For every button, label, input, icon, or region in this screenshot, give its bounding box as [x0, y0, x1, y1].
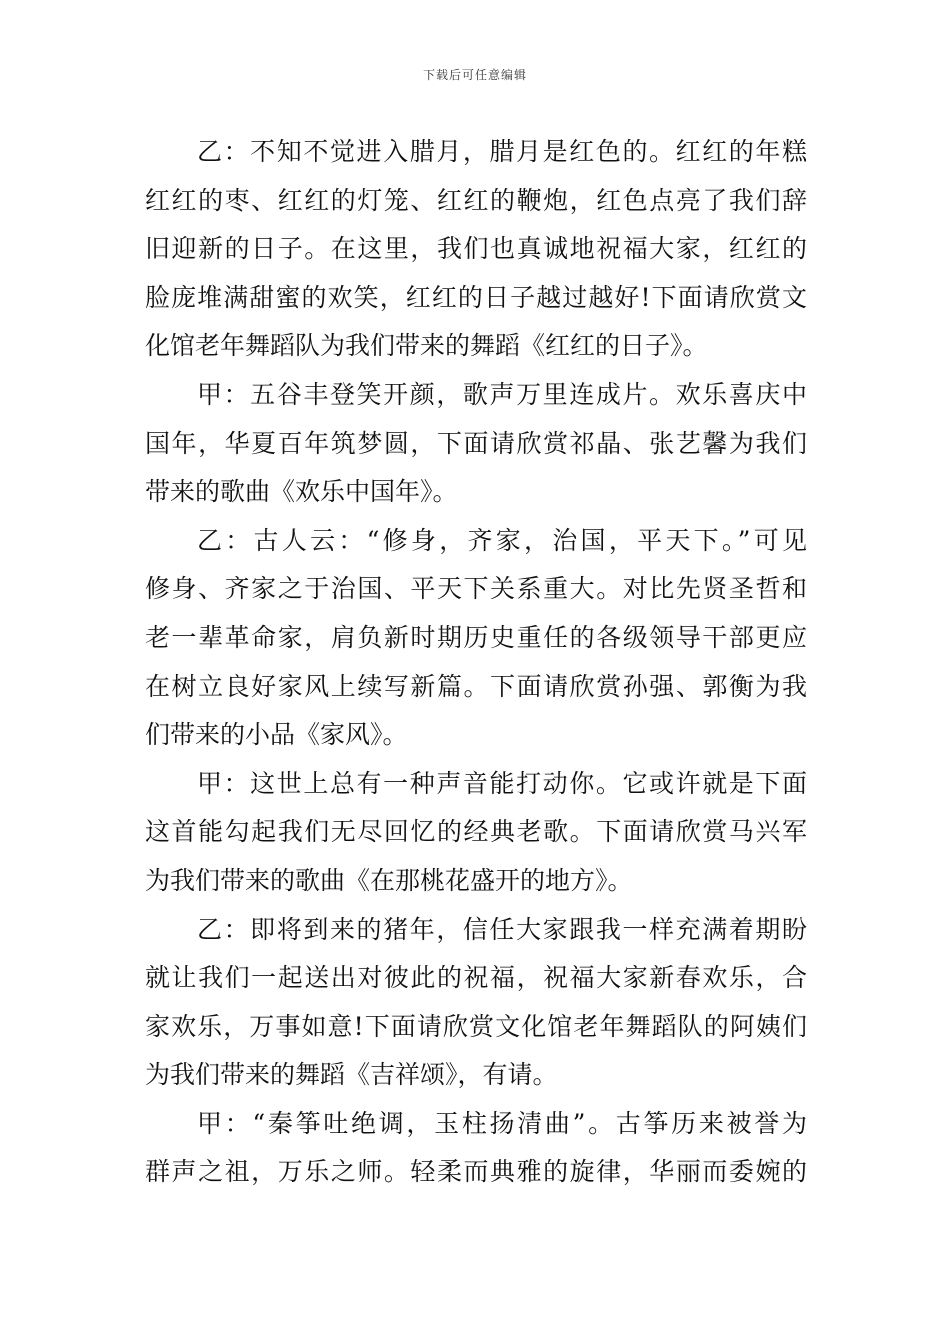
- text-line: 乙：即将到来的猪年，信任大家跟我一样充满着期盼: [197, 914, 807, 944]
- text-line: 甲：“秦筝吐绝调，玉柱扬清曲”。古筝历来被誉为: [197, 1108, 807, 1138]
- text-line: 红红的枣、红红的灯笼、红红的鞭炮，红色点亮了我们辞: [145, 185, 807, 215]
- text-line: 甲：这世上总有一种声音能打动你。它或许就是下面: [197, 768, 807, 798]
- text-line: 群声之祖，万乐之师。轻柔而典雅的旋律，华丽而委婉的: [145, 1157, 807, 1187]
- text-line: 乙：不知不觉进入腊月，腊月是红色的。红红的年糕: [197, 137, 807, 166]
- text-line: 旧迎新的日子。在这里，我们也真诚地祝福大家，红红的: [145, 234, 807, 264]
- page-header: 下载后可任意编辑: [422, 68, 527, 82]
- document-body: [145, 128, 807, 1197]
- text-line: 带来的歌曲《欢乐中国年》。: [145, 477, 458, 507]
- text-line: 家欢乐，万事如意!下面请欣赏文化馆老年舞蹈队的阿姨们: [145, 1011, 807, 1041]
- text-line: 乙：古人云：“修身，齐家，治国，平天下。”可见: [197, 525, 807, 555]
- text-line: 在树立良好家风上续写新篇。下面请欣赏孙强、郭衡为我: [145, 671, 807, 701]
- text-line: 们带来的小品《家风》。: [145, 720, 408, 750]
- text-line: 甲：五谷丰登笑开颜，歌声万里连成片。欢乐喜庆中: [197, 379, 807, 409]
- text-line: 化馆老年舞蹈队为我们带来的舞蹈《红红的日子》。: [145, 331, 708, 361]
- text-line: 脸庞堆满甜蜜的欢笑，红红的日子越过越好!下面请欣赏文: [145, 282, 807, 312]
- text-line: 国年，华夏百年筑梦圆，下面请欣赏祁晶、张艺馨为我们: [145, 428, 807, 458]
- text-line: 修身、齐家之于治国、平天下关系重大。对比先贤圣哲和: [145, 574, 807, 604]
- text-line: 老一辈革命家，肩负新时期历史重任的各级领导干部更应: [145, 622, 807, 652]
- text-line: 这首能勾起我们无尽回忆的经典老歌。下面请欣赏马兴军: [145, 817, 807, 847]
- text-line: 就让我们一起送出对彼此的祝福，祝福大家新春欢乐，合: [145, 963, 807, 993]
- text-line: 为我们带来的歌曲《在那桃花盛开的地方》。: [145, 865, 633, 895]
- text-line: 为我们带来的舞蹈《吉祥颂》，有请。: [145, 1060, 558, 1090]
